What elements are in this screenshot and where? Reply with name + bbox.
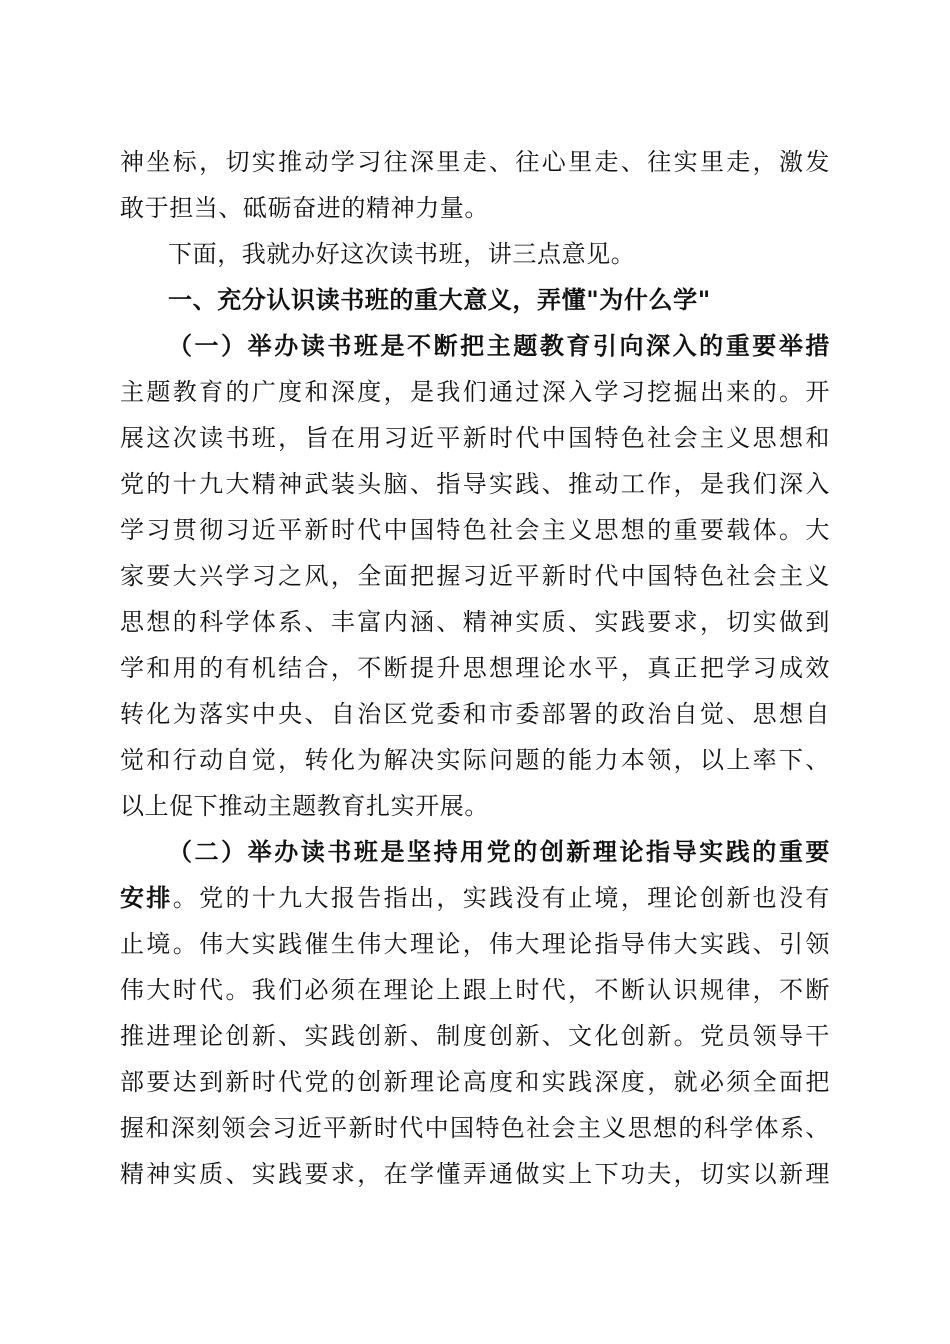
body-line: 伟大时代。我们必须在理论上跟上时代，不断认识规律，不断	[120, 976, 830, 1004]
body-text: 。党的十九大报告指出，实践没有止境，理论创新也没有	[172, 884, 831, 912]
body-line: 家要大兴学习之风，全面把握习近平新时代中国特色社会主义	[120, 562, 830, 590]
body-line: 推进理论创新、实践创新、制度创新、文化创新。党员领导干	[120, 1022, 830, 1050]
subsection-title-end: 安排	[120, 884, 173, 912]
body-line: 觉和行动自觉，转化为解决实际问题的能力本领，以上率下、	[120, 746, 830, 774]
body-line: 止境。伟大实践催生伟大理论，伟大理论指导伟大实践、引领	[120, 930, 830, 958]
body-line: 精神实质、实践要求，在学懂弄通做实上下功夫，切实以新理	[120, 1160, 830, 1188]
body-line: 党的十九大精神武装头脑、指导实践、推动工作，是我们深入	[120, 470, 830, 498]
subsection-title: （二）举办读书班是坚持用党的创新理论指导实践的重要	[168, 838, 830, 866]
body-line: 思想的科学体系、丰富内涵、精神实质、实践要求，切实做到	[120, 608, 830, 636]
body-line: 神坐标，切实推动学习往深里走、往心里走、往实里走，激发	[120, 148, 830, 176]
body-line: 握和深刻领会习近平新时代中国特色社会主义思想的科学体系、	[120, 1114, 830, 1142]
subsection-title: （一）举办读书班是不断把主题教育引向深入的重要举措	[168, 332, 830, 360]
body-line: 部要达到新时代党的创新理论高度和实践深度，就必须全面把	[120, 1068, 830, 1096]
body-line: 转化为落实中央、自治区党委和市委部署的政治自觉、思想自	[120, 700, 830, 728]
section-heading: 一、充分认识读书班的重大意义，弄懂"为什么学"	[168, 286, 711, 314]
body-line: 下面，我就办好这次读书班，讲三点意见。	[168, 240, 636, 268]
body-line: 学习贯彻习近平新时代中国特色社会主义思想的重要载体。大	[120, 516, 830, 544]
body-line: 学和用的有机结合，不断提升思想理论水平，真正把学习成效	[120, 654, 830, 682]
body-line: 展这次读书班，旨在用习近平新时代中国特色社会主义思想和	[120, 424, 830, 452]
body-line: 以上促下推动主题教育扎实开展。	[120, 792, 489, 820]
body-line: 敢于担当、砥砺奋进的精神力量。	[120, 194, 489, 222]
body-line: 主题教育的广度和深度，是我们通过深入学习挖掘出来的。开	[120, 378, 830, 406]
subsection-title-continued	[120, 878, 830, 918]
